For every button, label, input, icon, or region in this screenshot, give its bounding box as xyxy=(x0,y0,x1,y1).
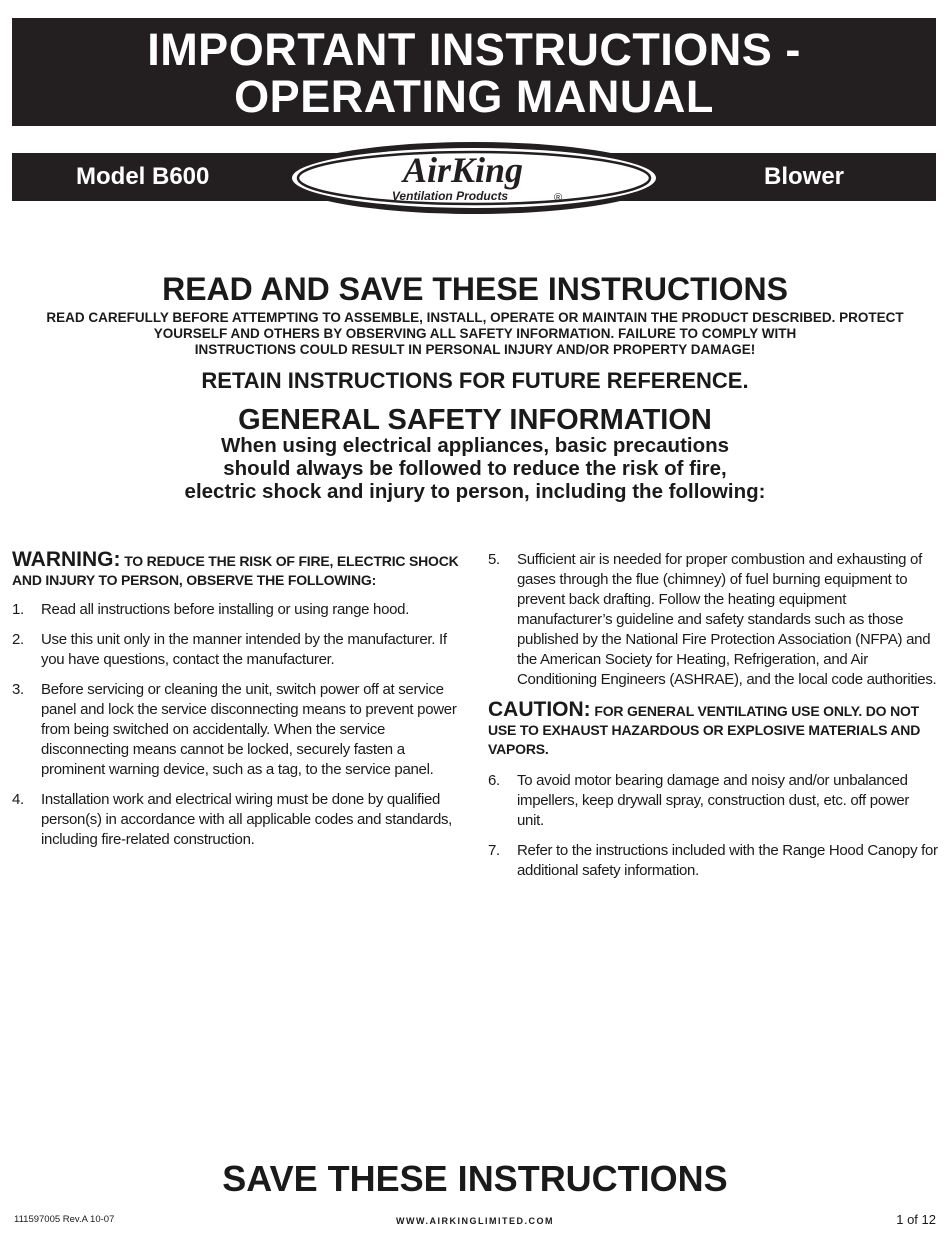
warning-text: TO REDUCE THE RISK OF FIRE, ELECTRIC SHOCK AND INJURY TO PERSON, OBSERVE THE FOLLOWING: xyxy=(12,553,459,588)
safety-list-right-b xyxy=(488,771,938,881)
item-number: 2. xyxy=(12,631,24,648)
list-item xyxy=(12,790,462,850)
read-carefully-line-2: YOURSELF AND OTHERS BY OBSERVING ALL SAFETY INFORMATION. FAILURE TO COMPLY WITH xyxy=(153,326,797,341)
warning-label: WARNING: xyxy=(12,548,121,571)
page-number: 1 of 12 xyxy=(896,1212,936,1227)
title-line-1: IMPORTANT INSTRUCTIONS - xyxy=(147,24,801,75)
right-column xyxy=(488,550,938,891)
manual-title xyxy=(12,18,936,126)
left-column xyxy=(12,550,462,860)
list-item xyxy=(488,771,938,831)
gsi-line-3: electric shock and injury to person, including the following: xyxy=(184,480,766,503)
caution-label: CAUTION: xyxy=(488,698,591,721)
model-number: Model B600 xyxy=(76,163,210,190)
list-item xyxy=(12,630,462,670)
caution-block xyxy=(488,700,938,759)
safety-list-right-a xyxy=(488,550,938,690)
general-safety-heading: GENERAL SAFETY INFORMATION xyxy=(238,404,712,436)
caution-text: FOR GENERAL VENTILATING USE ONLY. DO NOT USE TO EXHAUST HAZARDOUS OR EXPLOSIVE MATERIALS AND VAPORS. xyxy=(488,703,921,757)
gsi-line-1: When using electrical appliances, basic precautions xyxy=(220,434,730,457)
read-carefully-notice xyxy=(8,310,942,358)
warning-block xyxy=(12,550,462,590)
list-item xyxy=(488,550,938,690)
read-carefully-line-1: READ CAREFULLY BEFORE ATTEMPTING TO ASSEMBLE, INSTALL, OPERATE OR MAINTAIN THE PRODUCT DESCRIBED. PROTECT xyxy=(46,310,904,325)
list-item xyxy=(488,841,938,881)
general-safety-subheading xyxy=(0,434,950,503)
document-code: 111597005 Rev.A 10-07 xyxy=(14,1214,115,1225)
item-text: Before servicing or cleaning the unit, switch power off at service panel and lock the service disconnecting means to prevent power from being switched on accidentally. When the service disconnecting means cannot be locked, securely fasten a prominent warning device, such as a tag, to the service panel. xyxy=(41,681,457,778)
airking-logo xyxy=(282,140,666,216)
item-text: Refer to the instructions included with the Range Hood Canopy for additional safety information. xyxy=(517,842,938,879)
logo-registered: ® xyxy=(553,192,563,204)
item-number: 3. xyxy=(12,681,24,698)
item-number: 5. xyxy=(488,551,500,568)
item-text: To avoid motor bearing damage and noisy and/or unbalanced impellers, keep drywall spray, construction dust, etc. off power unit. xyxy=(517,772,910,829)
retain-notice: RETAIN INSTRUCTIONS FOR FUTURE REFERENCE. xyxy=(201,368,749,393)
save-instructions-heading: SAVE THESE INSTRUCTIONS xyxy=(222,1158,728,1199)
read-carefully-line-3: INSTRUCTIONS COULD RESULT IN PERSONAL INJURY AND/OR PROPERTY DAMAGE! xyxy=(194,342,756,357)
list-item xyxy=(12,680,462,780)
logo-wordmark: AirKing xyxy=(402,150,524,190)
gsi-line-2: should always be followed to reduce the risk of fire, xyxy=(223,457,727,480)
item-number: 7. xyxy=(488,842,500,859)
item-number: 6. xyxy=(488,772,500,789)
item-number: 4. xyxy=(12,791,24,808)
list-item xyxy=(12,600,462,620)
logo-ellipse-graphic xyxy=(282,140,666,216)
website-url: WWW.AIRKINGLIMITED.COM xyxy=(396,1216,554,1226)
item-text: Sufficient air is needed for proper combustion and exhausting of gases through the flue (chimney) of fuel burning equipment to prevent back drafting. Follow the heating equipment manufacturer’s guideline and safety standards such as those published by the National Fire Protection Association (NFPA) and the American Society for Heating, Refrigeration, and Air Conditioning Engineers (ASHRAE), and the local code authorities. xyxy=(517,551,937,688)
item-text: Use this unit only in the manner intended by the manufacturer. If you have questions, contact the manufacturer. xyxy=(41,631,447,668)
safety-list-left xyxy=(12,600,462,850)
title-line-2: OPERATING MANUAL xyxy=(234,71,714,122)
item-number: 1. xyxy=(12,601,24,618)
item-text: Read all instructions before installing or using range hood. xyxy=(41,601,410,618)
item-text: Installation work and electrical wiring must be done by qualified person(s) in accordance with all applicable codes and standards, including fire-related construction. xyxy=(41,791,453,848)
product-type: Blower xyxy=(763,163,844,190)
read-save-heading: READ AND SAVE THESE INSTRUCTIONS xyxy=(162,271,788,307)
logo-subtext: Ventilation Products xyxy=(391,189,509,203)
